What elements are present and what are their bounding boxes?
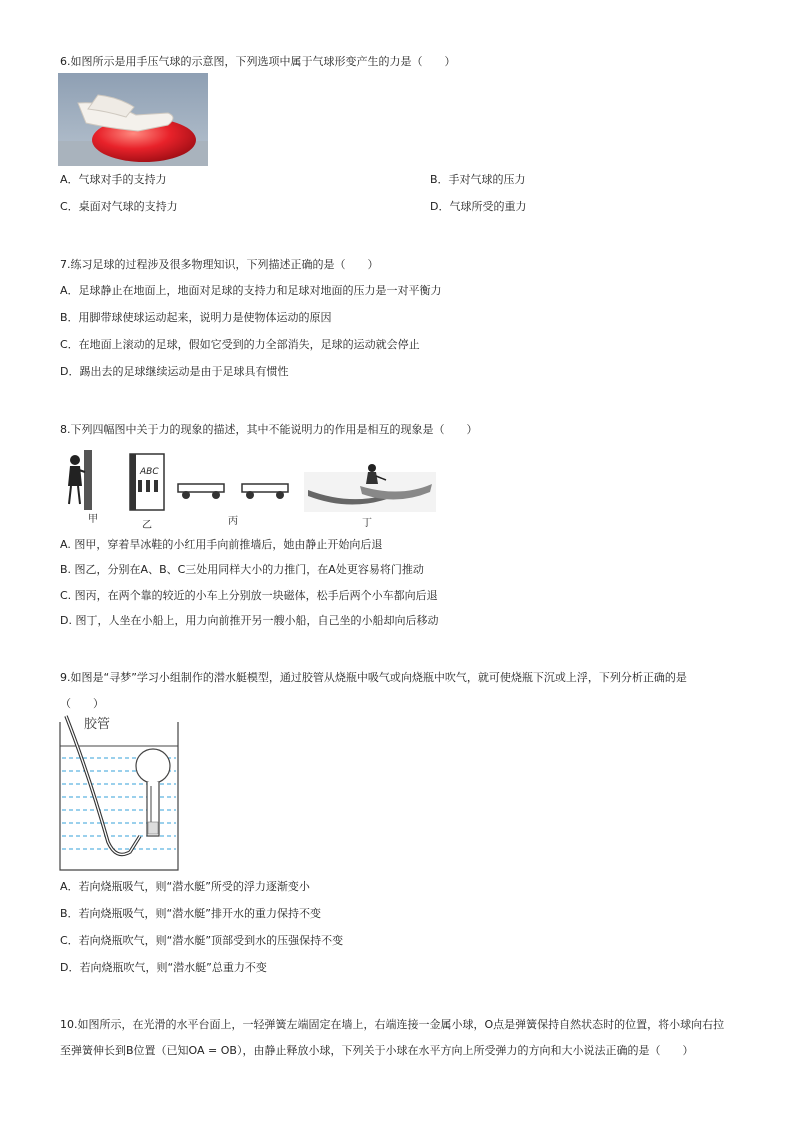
fig-label-ding: 丁	[362, 518, 372, 529]
q10-stem-line1: 10.如图所示，在光滑的水平台面上，一轻弹簧左端固定在墙上，右端连接一金属小球，O点是弹簧保持自然状态时的位置，将小球向右拉	[60, 1018, 725, 1031]
figure-ding	[304, 464, 436, 529]
q9-option-b: B．若向烧瓶吸气，则“潜水艇”排开水的重力保持不变	[60, 907, 321, 920]
q8-option-a: A. 图甲，穿着旱冰鞋的小红用手向前推墙后，她由静止开始向后退	[60, 538, 383, 551]
q6-option-d: D．气球所受的重力	[430, 200, 527, 213]
q9-stem-line2: （ ）	[60, 697, 104, 710]
q7-option-a: A．足球静止在地面上，地面对足球的支持力和足球对地面的压力是一对平衡力	[60, 284, 442, 297]
q6-option-b: B．手对气球的压力	[430, 173, 526, 186]
q9-option-c: C．若向烧瓶吹气，则“潜水艇”顶部受到水的压强保持不变	[60, 934, 344, 947]
q6-balloon-photo	[58, 73, 208, 166]
q8-stem: 8.下列四幅图中关于力的现象的描述，其中不能说明力的作用是相互的现象是（ ）	[60, 423, 478, 436]
q8-force-figures	[60, 446, 440, 532]
q7-option-b: B．用脚带球使球运动起来，说明力是使物体运动的原因	[60, 311, 332, 324]
door-label: ABC	[140, 467, 159, 477]
fig-label-jia: 甲	[88, 514, 98, 525]
q9-option-d: D．若向烧瓶吹气，则“潜水艇”总重力不变	[60, 961, 267, 974]
q7-option-d: D．踢出去的足球继续运动是由于足球具有惯性	[60, 365, 289, 378]
q9-tube-label: 胶管	[84, 717, 111, 732]
q6-option-c: C．桌面对气球的支持力	[60, 200, 178, 213]
q6-option-a: A．气球对手的支持力	[60, 173, 167, 186]
q7-stem: 7.练习足球的过程涉及很多物理知识，下列描述正确的是（ ）	[60, 258, 379, 271]
q8-option-b: B. 图乙，分别在A、B、C三处用同样大小的力推门，在A处更容易将门推动	[60, 563, 424, 576]
figure-bing	[178, 484, 288, 527]
figure-yi	[130, 454, 164, 531]
q6-stem: 6.如图所示是用手压气球的示意图，下列选项中属于气球形变产生的力是（ ）	[60, 55, 456, 68]
q7-option-c: C．在地面上滚动的足球，假如它受到的力全部消失，足球的运动就会停止	[60, 338, 420, 351]
fig-label-yi: 乙	[142, 520, 152, 531]
q9-submarine-model-figure	[58, 712, 180, 872]
fig-label-bing: 丙	[228, 516, 238, 527]
q10-stem-line2: 至弹簧伸长到B位置（已知OA = OB），由静止释放小球，下列关于小球在水平方向上所受弹力的方向和大小说法正确的是（ ）	[60, 1044, 694, 1057]
q9-stem-line1: 9.如图是“寻梦”学习小组制作的潜水艇模型，通过胶管从烧瓶中吸气或向烧瓶中吹气，就可使烧瓶下沉或上浮，下列分析正确的是	[60, 671, 687, 684]
q9-option-a: A．若向烧瓶吸气，则“潜水艇”所受的浮力逐渐变小	[60, 880, 310, 893]
q8-option-d: D. 图丁，人坐在小船上，用力向前推开另一艘小船，自己坐的小船却向后移动	[60, 614, 439, 627]
figure-jia	[68, 450, 98, 525]
q8-option-c: C. 图丙，在两个靠的较近的小车上分别放一块磁体，松手后两个小车都向后退	[60, 589, 438, 602]
